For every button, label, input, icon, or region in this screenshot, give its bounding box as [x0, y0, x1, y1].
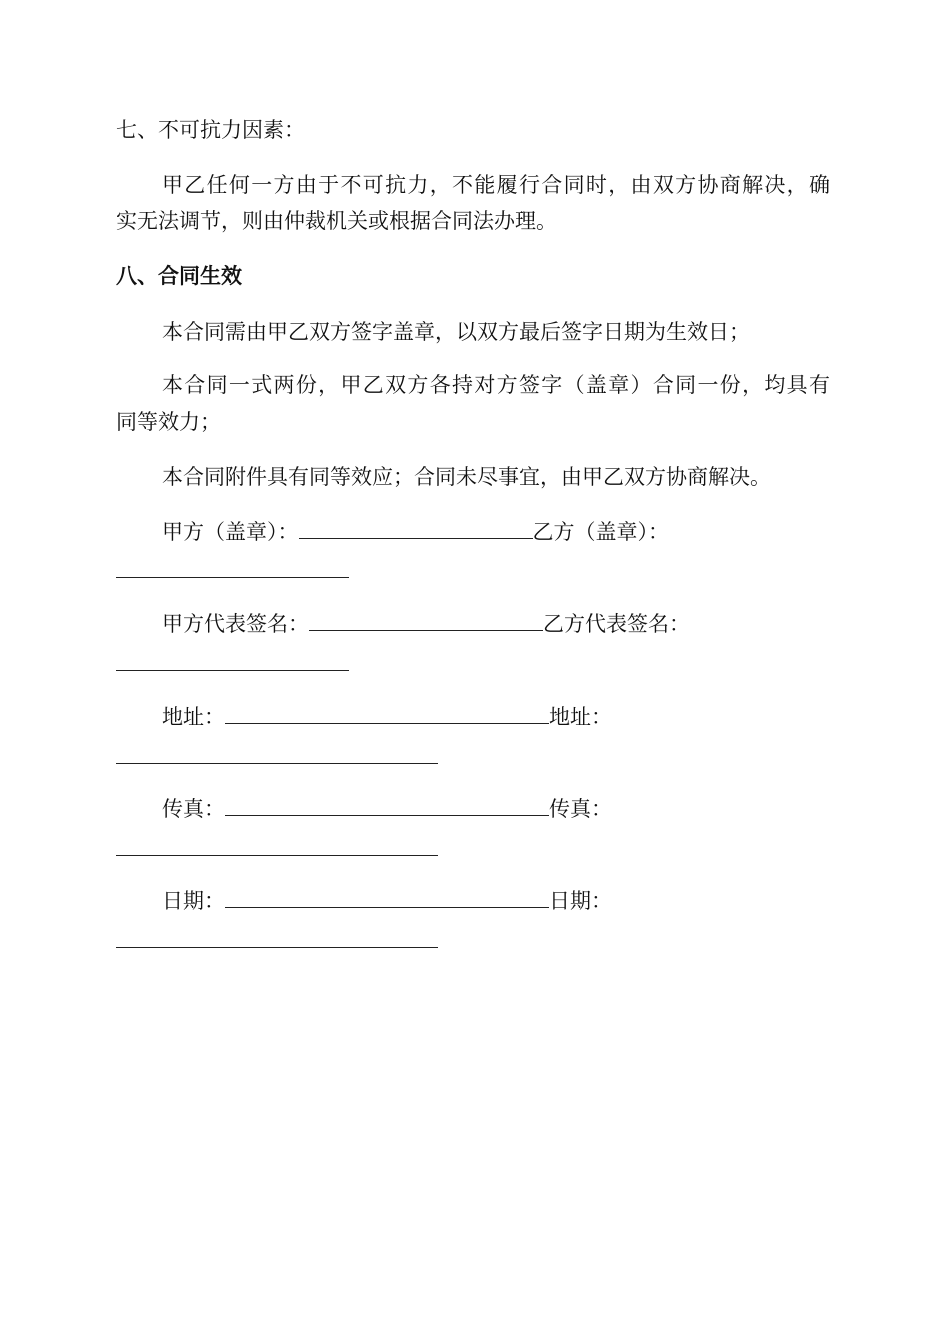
section-8-paragraph-1: 本合同需由甲乙双方签字盖章，以双方最后签字日期为生效日； — [162, 320, 750, 344]
party-a-fax-blank[interactable] — [225, 797, 549, 816]
party-b-address-blank[interactable] — [116, 763, 438, 764]
section-8-paragraph-3: 本合同附件具有同等效应；合同未尽事宜，由甲乙双方协商解决。 — [162, 465, 771, 489]
party-b-seal-blank[interactable] — [116, 577, 349, 578]
section-8-paragraph-2-line-2: 同等效力； — [116, 410, 221, 434]
section-7-heading: 七、不可抗力因素： — [116, 118, 305, 142]
party-a-rep-label: 甲方代表签名： — [162, 612, 309, 636]
party-a-fax-label: 传真： — [162, 797, 225, 821]
section-8-paragraph-2-line-1: 本合同一式两份，甲乙双方各持对方签字（盖章）合同一份，均具有 — [162, 373, 830, 397]
party-b-fax-label: 传真： — [549, 797, 612, 821]
address-row — [162, 705, 612, 729]
party-b-rep-label: 乙方代表签名： — [543, 612, 690, 636]
party-seal-row — [162, 520, 669, 544]
party-a-seal-blank[interactable] — [299, 520, 533, 539]
party-b-seal-label: 乙方（盖章）： — [532, 520, 669, 544]
party-b-rep-blank[interactable] — [116, 670, 349, 671]
section-8-heading: 八、合同生效 — [116, 264, 242, 288]
section-7-paragraph-line-2: 实无法调节，则由仲裁机关或根据合同法办理。 — [116, 209, 557, 233]
party-b-address-label: 地址： — [549, 705, 612, 729]
party-a-address-blank[interactable] — [225, 705, 549, 724]
party-a-rep-blank[interactable] — [309, 612, 543, 631]
party-a-date-blank[interactable] — [225, 889, 549, 908]
party-b-date-label: 日期： — [549, 889, 612, 913]
party-a-date-label: 日期： — [162, 889, 225, 913]
date-row — [162, 889, 612, 913]
representative-row — [162, 612, 690, 636]
party-b-fax-blank[interactable] — [116, 855, 438, 856]
party-a-seal-label: 甲方（盖章）： — [162, 520, 299, 544]
section-7-paragraph-line-1: 甲乙任何一方由于不可抗力，不能履行合同时，由双方协商解决，确 — [162, 173, 830, 197]
fax-row — [162, 797, 612, 821]
party-a-address-label: 地址： — [162, 705, 225, 729]
party-b-date-blank[interactable] — [116, 947, 438, 948]
